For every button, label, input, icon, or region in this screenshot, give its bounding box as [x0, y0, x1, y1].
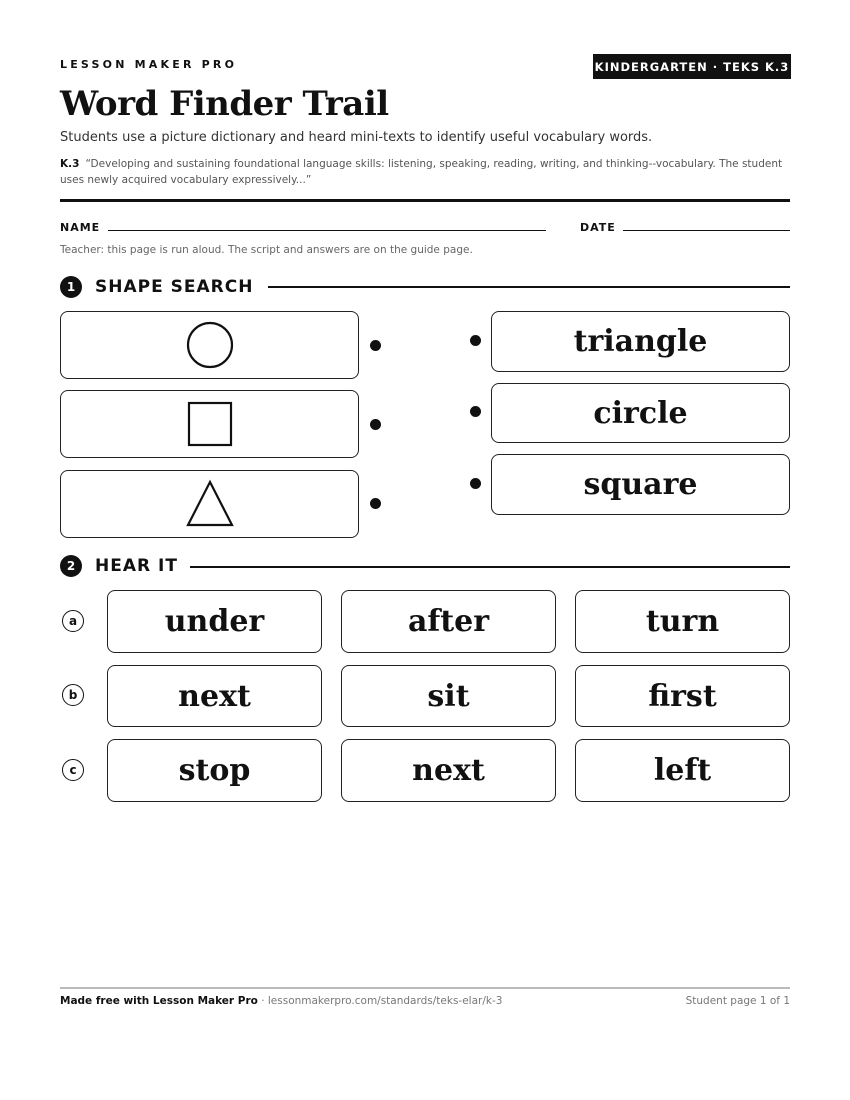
match-dot-right[interactable] — [470, 406, 481, 417]
section-number: 2 — [60, 555, 82, 577]
footer-url[interactable]: lessonmakerpro.com/standards/teks-elar/k-3 — [267, 995, 503, 1007]
match-dot-left[interactable] — [370, 340, 381, 351]
word-card — [491, 454, 790, 515]
grade-standard-badge: KINDERGARTEN · TEKS K.3 — [593, 54, 791, 79]
word-label: left — [653, 753, 712, 788]
page-title: Word Finder Trail — [60, 84, 389, 124]
circle-icon — [185, 320, 235, 370]
word-label: stop — [178, 753, 251, 788]
word-label: sit — [427, 678, 470, 714]
date-field[interactable] — [623, 230, 790, 231]
row-letter: c — [62, 759, 84, 781]
word-choice[interactable] — [107, 665, 322, 727]
standard-text: “Developing and sustaining foundational language skills: listening, speaking, reading, writing, and thinking--vocabulary. The student uses newly acquired vocabulary expressively...” — [60, 158, 783, 186]
word-label: triangle — [573, 324, 708, 359]
word-choice[interactable] — [341, 590, 556, 653]
teacher-note: Teacher: this page is run aloud. The script and answers are on the guide page. — [60, 244, 473, 256]
match-dot-left[interactable] — [370, 498, 381, 509]
picture-card-square — [60, 390, 359, 458]
brand-name: LESSON MAKER PRO — [60, 58, 238, 71]
picture-card-circle — [60, 311, 359, 379]
word-choice[interactable] — [575, 665, 790, 727]
word-choice[interactable] — [575, 739, 790, 802]
section-1-rule — [268, 286, 790, 288]
match-dot-left[interactable] — [370, 419, 381, 430]
word-label: next — [178, 678, 251, 714]
word-label: turn — [645, 604, 720, 639]
word-choice[interactable] — [575, 590, 790, 653]
section-title: SHAPE SEARCH — [95, 277, 254, 297]
word-label: next — [412, 753, 485, 788]
word-card — [491, 383, 790, 443]
row-letter: a — [62, 610, 84, 632]
section-title: HEAR IT — [95, 556, 178, 576]
footer-made-with: Made free with Lesson Maker Pro — [60, 995, 258, 1007]
word-label: square — [583, 467, 698, 502]
page-subtitle: Students use a picture dictionary and heard mini-texts to identify useful vocabulary words. — [60, 130, 653, 145]
word-choice[interactable] — [341, 739, 556, 802]
word-card — [491, 311, 790, 372]
triangle-icon — [185, 479, 235, 529]
name-label: NAME — [60, 221, 101, 234]
header-divider — [60, 199, 790, 202]
footer-separator: · — [257, 995, 268, 1007]
square-icon — [185, 399, 235, 449]
date-label: DATE — [580, 221, 616, 234]
footer-credit — [60, 995, 502, 1007]
word-label: circle — [593, 395, 688, 431]
match-dot-right[interactable] — [470, 478, 481, 489]
standard-code: K.3 — [60, 158, 80, 170]
standard-description — [60, 156, 790, 188]
section-2-header — [60, 554, 178, 578]
picture-card-triangle — [60, 470, 359, 538]
word-choice[interactable] — [341, 665, 556, 727]
word-label: under — [164, 604, 265, 639]
word-choice[interactable] — [107, 590, 322, 653]
match-dot-right[interactable] — [470, 335, 481, 346]
word-label: first — [648, 678, 717, 714]
section-2-rule — [190, 566, 790, 568]
name-field[interactable] — [108, 230, 546, 231]
word-choice[interactable] — [107, 739, 322, 802]
word-label: after — [407, 604, 490, 639]
footer-divider — [60, 987, 790, 989]
section-1-header — [60, 275, 253, 299]
row-letter: b — [62, 684, 84, 706]
section-number: 1 — [60, 276, 82, 298]
page-indicator: Student page 1 of 1 — [685, 995, 790, 1007]
